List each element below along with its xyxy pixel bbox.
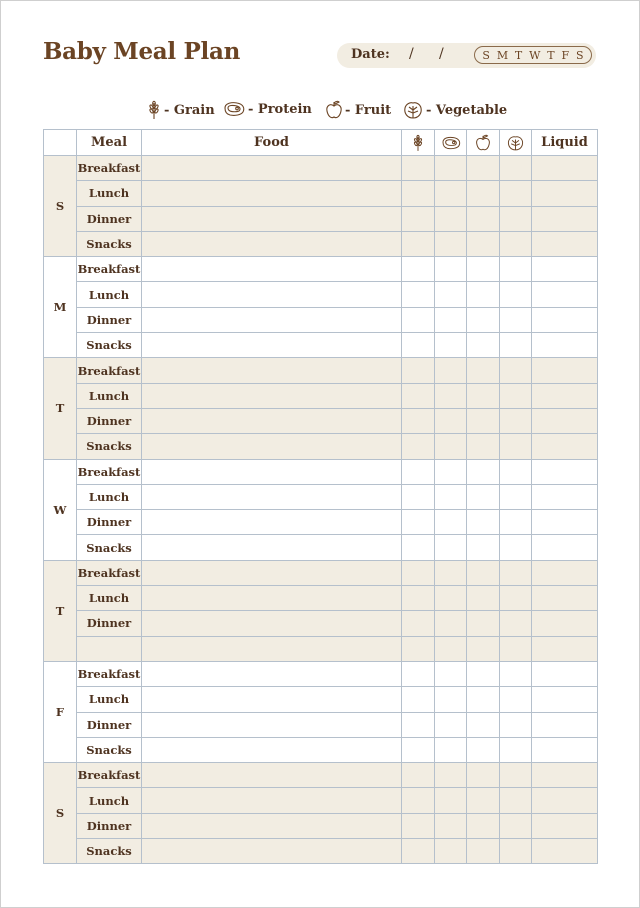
weekday-option[interactable]: W (529, 48, 541, 62)
table-header-row (44, 130, 598, 156)
date-field[interactable] (337, 43, 596, 68)
food-cell[interactable] (142, 788, 402, 813)
protein-cell[interactable] (435, 687, 467, 712)
vegetable-cell[interactable] (500, 459, 532, 484)
table-row (44, 434, 598, 459)
fruit-cell[interactable] (467, 206, 500, 231)
food-cell[interactable] (142, 231, 402, 256)
legend-item-vegetable (402, 100, 507, 120)
protein-cell[interactable] (435, 661, 467, 686)
liquid-cell[interactable] (532, 383, 598, 408)
grain-cell[interactable] (402, 307, 435, 332)
protein-cell[interactable] (435, 813, 467, 838)
grain-cell[interactable] (402, 459, 435, 484)
fruit-cell[interactable] (467, 661, 500, 686)
protein-cell[interactable] (435, 560, 467, 585)
liquid-cell[interactable] (532, 687, 598, 712)
header-food: Food (142, 130, 402, 156)
table-row (44, 459, 598, 484)
liquid-cell[interactable] (532, 307, 598, 332)
vegetable-cell[interactable] (500, 737, 532, 762)
day-label: T (44, 560, 77, 661)
grain-cell[interactable] (402, 231, 435, 256)
protein-cell[interactable] (435, 459, 467, 484)
food-cell[interactable] (142, 661, 402, 686)
day-label: S (44, 156, 77, 257)
food-cell[interactable] (142, 156, 402, 181)
table-row (44, 484, 598, 509)
protein-cell[interactable] (435, 383, 467, 408)
liquid-cell[interactable] (532, 282, 598, 307)
table-row (44, 408, 598, 433)
meal-label: Lunch (77, 181, 142, 206)
day-label: S (44, 763, 77, 864)
meal-label (77, 636, 142, 661)
table-row (44, 358, 598, 383)
table-row (44, 156, 598, 181)
meal-label: Snacks (77, 737, 142, 762)
fruit-cell[interactable] (467, 839, 500, 864)
liquid-cell[interactable] (532, 611, 598, 636)
grain-cell[interactable] (402, 535, 435, 560)
grain-cell[interactable] (402, 206, 435, 231)
meal-label: Dinner (77, 510, 142, 535)
protein-icon (222, 100, 246, 118)
fruit-cell[interactable] (467, 383, 500, 408)
fruit-cell[interactable] (467, 788, 500, 813)
table-row (44, 181, 598, 206)
vegetable-cell[interactable] (500, 434, 532, 459)
food-cell[interactable] (142, 763, 402, 788)
grain-cell[interactable] (402, 358, 435, 383)
table-row (44, 586, 598, 611)
protein-cell[interactable] (435, 611, 467, 636)
liquid-cell[interactable] (532, 459, 598, 484)
date-separator: / (439, 46, 444, 62)
liquid-cell[interactable] (532, 788, 598, 813)
table-row (44, 839, 598, 864)
weekday-option[interactable]: S (575, 48, 584, 62)
fruit-cell[interactable] (467, 257, 500, 282)
vegetable-cell[interactable] (500, 484, 532, 509)
date-separator: / (409, 46, 414, 62)
liquid-cell[interactable] (532, 333, 598, 358)
liquid-cell[interactable] (532, 712, 598, 737)
table-row (44, 257, 598, 282)
grain-cell[interactable] (402, 257, 435, 282)
fruit-cell[interactable] (467, 687, 500, 712)
liquid-cell[interactable] (532, 358, 598, 383)
food-cell[interactable] (142, 535, 402, 560)
legend-item-protein (222, 100, 312, 118)
protein-icon (440, 135, 462, 151)
food-cell[interactable] (142, 813, 402, 838)
legend-label: - Protein (248, 101, 312, 117)
meal-label: Breakfast (77, 763, 142, 788)
legend-item-fruit (325, 100, 391, 120)
weekday-option[interactable]: S (482, 48, 490, 62)
protein-cell[interactable] (435, 257, 467, 282)
protein-cell[interactable] (435, 156, 467, 181)
meal-label: Breakfast (77, 358, 142, 383)
protein-cell[interactable] (435, 206, 467, 231)
vegetable-cell[interactable] (500, 307, 532, 332)
vegetable-cell[interactable] (500, 358, 532, 383)
vegetable-cell[interactable] (500, 586, 532, 611)
fruit-cell[interactable] (467, 282, 500, 307)
fruit-icon (325, 100, 343, 120)
vegetable-icon (506, 134, 525, 152)
table-row (44, 560, 598, 585)
vegetable-cell[interactable] (500, 839, 532, 864)
grain-cell[interactable] (402, 839, 435, 864)
grain-cell[interactable] (402, 434, 435, 459)
vegetable-cell[interactable] (500, 636, 532, 661)
header-vegetable (500, 130, 532, 156)
meal-label: Dinner (77, 408, 142, 433)
header-protein (435, 130, 467, 156)
food-cell[interactable] (142, 636, 402, 661)
food-cell[interactable] (142, 206, 402, 231)
table-row (44, 763, 598, 788)
protein-cell[interactable] (435, 484, 467, 509)
vegetable-cell[interactable] (500, 687, 532, 712)
day-label: M (44, 257, 77, 358)
vegetable-cell[interactable] (500, 282, 532, 307)
meal-label: Dinner (77, 813, 142, 838)
meal-label: Dinner (77, 206, 142, 231)
grain-cell[interactable] (402, 737, 435, 762)
grain-cell[interactable] (402, 586, 435, 611)
vegetable-cell[interactable] (500, 611, 532, 636)
meal-label: Breakfast (77, 459, 142, 484)
meal-label: Lunch (77, 383, 142, 408)
food-cell[interactable] (142, 611, 402, 636)
protein-cell[interactable] (435, 408, 467, 433)
grain-cell[interactable] (402, 712, 435, 737)
liquid-cell[interactable] (532, 535, 598, 560)
food-cell[interactable] (142, 383, 402, 408)
vegetable-cell[interactable] (500, 813, 532, 838)
meal-label: Snacks (77, 333, 142, 358)
food-cell[interactable] (142, 408, 402, 433)
legend-label: - Grain (164, 102, 215, 118)
grain-cell[interactable] (402, 687, 435, 712)
weekday-option[interactable]: T (514, 48, 523, 62)
fruit-cell[interactable] (467, 181, 500, 206)
fruit-cell[interactable] (467, 586, 500, 611)
table-row (44, 282, 598, 307)
day-label: T (44, 358, 77, 459)
fruit-cell[interactable] (467, 737, 500, 762)
vegetable-icon (402, 100, 424, 120)
liquid-cell[interactable] (532, 839, 598, 864)
meal-label: Lunch (77, 788, 142, 813)
food-cell[interactable] (142, 181, 402, 206)
legend-label: - Fruit (345, 102, 392, 118)
grain-cell[interactable] (402, 636, 435, 661)
liquid-cell[interactable] (532, 181, 598, 206)
fruit-cell[interactable] (467, 459, 500, 484)
table-row (44, 307, 598, 332)
table-row (44, 813, 598, 838)
grain-cell[interactable] (402, 763, 435, 788)
liquid-cell[interactable] (532, 661, 598, 686)
vegetable-cell[interactable] (500, 181, 532, 206)
vegetable-cell[interactable] (500, 510, 532, 535)
food-cell[interactable] (142, 257, 402, 282)
meal-label: Dinner (77, 611, 142, 636)
meal-label: Breakfast (77, 156, 142, 181)
fruit-cell[interactable] (467, 434, 500, 459)
table-row (44, 687, 598, 712)
fruit-cell[interactable] (467, 408, 500, 433)
food-cell[interactable] (142, 282, 402, 307)
food-cell[interactable] (142, 434, 402, 459)
food-cell[interactable] (142, 586, 402, 611)
grain-cell[interactable] (402, 408, 435, 433)
fruit-cell[interactable] (467, 333, 500, 358)
fruit-cell[interactable] (467, 510, 500, 535)
grain-cell[interactable] (402, 156, 435, 181)
meal-label: Dinner (77, 307, 142, 332)
food-cell[interactable] (142, 307, 402, 332)
table-row (44, 231, 598, 256)
grain-cell[interactable] (402, 181, 435, 206)
protein-cell[interactable] (435, 282, 467, 307)
liquid-cell[interactable] (532, 484, 598, 509)
fruit-cell[interactable] (467, 712, 500, 737)
grain-icon (411, 134, 425, 152)
liquid-cell[interactable] (532, 586, 598, 611)
protein-cell[interactable] (435, 307, 467, 332)
table-row (44, 712, 598, 737)
liquid-cell[interactable] (532, 408, 598, 433)
protein-cell[interactable] (435, 510, 467, 535)
food-cell[interactable] (142, 687, 402, 712)
food-cell[interactable] (142, 484, 402, 509)
header-grain (402, 130, 435, 156)
weekday-option[interactable]: M (496, 48, 509, 62)
food-cell[interactable] (142, 737, 402, 762)
meal-label: Breakfast (77, 257, 142, 282)
vegetable-cell[interactable] (500, 231, 532, 256)
table-row (44, 737, 598, 762)
header-day (44, 130, 77, 156)
liquid-cell[interactable] (532, 737, 598, 762)
meal-label: Snacks (77, 535, 142, 560)
grain-cell[interactable] (402, 611, 435, 636)
meal-label: Lunch (77, 484, 142, 509)
food-cell[interactable] (142, 560, 402, 585)
fruit-cell[interactable] (467, 813, 500, 838)
protein-cell[interactable] (435, 535, 467, 560)
meal-label: Lunch (77, 687, 142, 712)
grain-cell[interactable] (402, 333, 435, 358)
protein-cell[interactable] (435, 231, 467, 256)
fruit-cell[interactable] (467, 156, 500, 181)
grain-icon (146, 100, 162, 120)
protein-cell[interactable] (435, 737, 467, 762)
protein-cell[interactable] (435, 712, 467, 737)
weekday-option[interactable]: T (547, 48, 555, 62)
table-row (44, 611, 598, 636)
liquid-cell[interactable] (532, 813, 598, 838)
liquid-cell[interactable] (532, 763, 598, 788)
table-row (44, 535, 598, 560)
table-row (44, 788, 598, 813)
fruit-cell[interactable] (467, 611, 500, 636)
protein-cell[interactable] (435, 636, 467, 661)
protein-cell[interactable] (435, 181, 467, 206)
food-cell[interactable] (142, 358, 402, 383)
meal-label: Lunch (77, 586, 142, 611)
fruit-cell[interactable] (467, 636, 500, 661)
meal-label: Breakfast (77, 661, 142, 686)
vegetable-cell[interactable] (500, 763, 532, 788)
grain-cell[interactable] (402, 282, 435, 307)
vegetable-cell[interactable] (500, 333, 532, 358)
legend-label: - Vegetable (426, 102, 508, 118)
protein-cell[interactable] (435, 763, 467, 788)
legend-item-grain (146, 100, 215, 120)
vegetable-cell[interactable] (500, 535, 532, 560)
day-label: F (44, 661, 77, 762)
food-cell[interactable] (142, 839, 402, 864)
protein-cell[interactable] (435, 434, 467, 459)
grain-cell[interactable] (402, 788, 435, 813)
header-fruit (467, 130, 500, 156)
liquid-cell[interactable] (532, 636, 598, 661)
meal-label: Dinner (77, 712, 142, 737)
liquid-cell[interactable] (532, 434, 598, 459)
meal-label: Snacks (77, 434, 142, 459)
day-label: W (44, 459, 77, 560)
date-label: Date: (351, 47, 390, 62)
fruit-cell[interactable] (467, 231, 500, 256)
food-group-legend (0, 100, 640, 122)
protein-cell[interactable] (435, 358, 467, 383)
liquid-cell[interactable] (532, 156, 598, 181)
liquid-cell[interactable] (532, 560, 598, 585)
table-row (44, 333, 598, 358)
fruit-icon (475, 134, 491, 152)
meal-label: Breakfast (77, 560, 142, 585)
vegetable-cell[interactable] (500, 712, 532, 737)
vegetable-cell[interactable] (500, 788, 532, 813)
protein-cell[interactable] (435, 333, 467, 358)
food-cell[interactable] (142, 510, 402, 535)
meal-label: Lunch (77, 282, 142, 307)
page-title: Baby Meal Plan (43, 38, 240, 65)
table-row (44, 510, 598, 535)
fruit-cell[interactable] (467, 535, 500, 560)
liquid-cell[interactable] (532, 257, 598, 282)
fruit-cell[interactable] (467, 560, 500, 585)
protein-cell[interactable] (435, 788, 467, 813)
weekday-selector[interactable] (474, 46, 592, 64)
table-row (44, 206, 598, 231)
vegetable-cell[interactable] (500, 408, 532, 433)
vegetable-cell[interactable] (500, 661, 532, 686)
grain-cell[interactable] (402, 661, 435, 686)
weekday-option[interactable]: F (561, 48, 570, 62)
grain-cell[interactable] (402, 560, 435, 585)
grain-cell[interactable] (402, 813, 435, 838)
grain-cell[interactable] (402, 510, 435, 535)
food-cell[interactable] (142, 459, 402, 484)
liquid-cell[interactable] (532, 231, 598, 256)
table-row (44, 661, 598, 686)
grain-cell[interactable] (402, 383, 435, 408)
table-row (44, 636, 598, 661)
meal-plan-table (43, 129, 598, 864)
fruit-cell[interactable] (467, 307, 500, 332)
grain-cell[interactable] (402, 484, 435, 509)
protein-cell[interactable] (435, 839, 467, 864)
food-cell[interactable] (142, 333, 402, 358)
vegetable-cell[interactable] (500, 383, 532, 408)
vegetable-cell[interactable] (500, 257, 532, 282)
liquid-cell[interactable] (532, 206, 598, 231)
fruit-cell[interactable] (467, 763, 500, 788)
fruit-cell[interactable] (467, 358, 500, 383)
table-row (44, 383, 598, 408)
vegetable-cell[interactable] (500, 156, 532, 181)
liquid-cell[interactable] (532, 510, 598, 535)
header-liquid: Liquid (532, 130, 598, 156)
header-meal: Meal (77, 130, 142, 156)
vegetable-cell[interactable] (500, 560, 532, 585)
vegetable-cell[interactable] (500, 206, 532, 231)
meal-label: Snacks (77, 231, 142, 256)
protein-cell[interactable] (435, 586, 467, 611)
fruit-cell[interactable] (467, 484, 500, 509)
meal-label: Snacks (77, 839, 142, 864)
food-cell[interactable] (142, 712, 402, 737)
